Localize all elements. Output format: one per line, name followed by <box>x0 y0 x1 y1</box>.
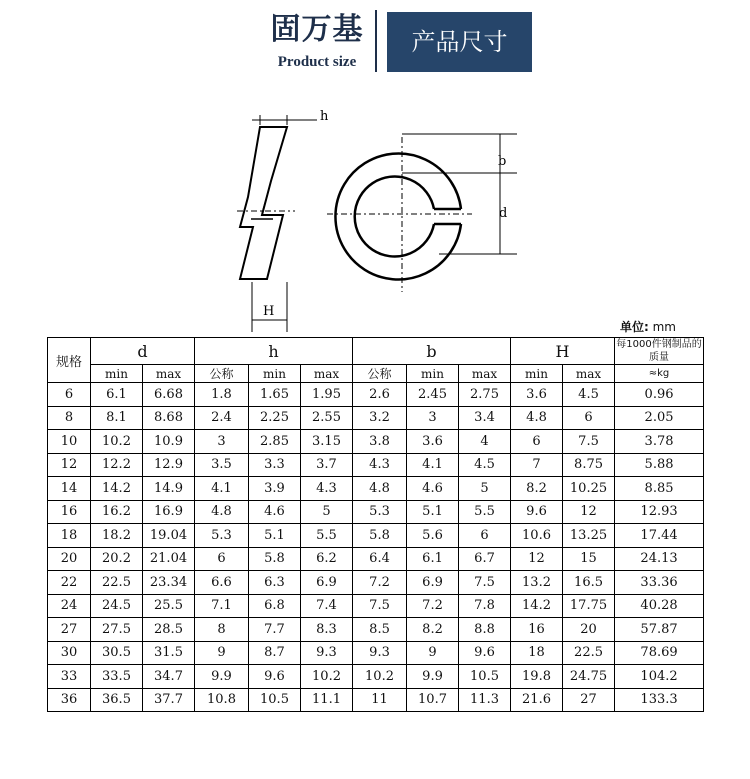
table-row <box>48 641 704 665</box>
table-cell: 3.7 <box>301 453 353 477</box>
table-cell: 10.8 <box>195 688 249 712</box>
table-cell: 33.5 <box>91 665 143 689</box>
table-cell: 12 <box>563 500 615 524</box>
washer-drawing <box>47 107 703 336</box>
table-cell: 6.9 <box>407 571 459 595</box>
table-cell: 28.5 <box>143 618 195 642</box>
table-cell: 4 <box>459 430 511 454</box>
table-cell: 5.8 <box>353 524 407 548</box>
table-cell: 2.25 <box>249 406 301 430</box>
subheader-b-nominal: 公称 <box>353 365 407 383</box>
table-cell: 21.04 <box>143 547 195 571</box>
spec-table <box>47 337 704 712</box>
table-cell: 7.5 <box>563 430 615 454</box>
table-cell: 18 <box>511 641 563 665</box>
table-cell: 5 <box>459 477 511 501</box>
table-cell: 8.85 <box>615 477 704 501</box>
table-cell: 8 <box>48 406 91 430</box>
table-cell: 7.2 <box>353 571 407 595</box>
table-cell: 12.9 <box>143 453 195 477</box>
table-cell: 7.5 <box>459 571 511 595</box>
table-cell: 18 <box>48 524 91 548</box>
table-cell: 16.2 <box>91 500 143 524</box>
header-divider <box>375 10 377 72</box>
washer-side-view <box>240 127 287 279</box>
table-cell: 6.68 <box>143 383 195 407</box>
table-cell: 22.5 <box>563 641 615 665</box>
table-cell: 15 <box>563 547 615 571</box>
header-spec: 规格 <box>48 338 91 383</box>
table-cell: 6.9 <box>301 571 353 595</box>
subheader-b-min: min <box>407 365 459 383</box>
table-cell: 1.95 <box>301 383 353 407</box>
table-cell: 17.44 <box>615 524 704 548</box>
table-row <box>48 500 704 524</box>
table-cell: 9.3 <box>301 641 353 665</box>
subheader-H-min: min <box>511 365 563 383</box>
table-cell: 10.7 <box>407 688 459 712</box>
table-cell: 36.5 <box>91 688 143 712</box>
table-cell: 3.2 <box>353 406 407 430</box>
table-cell: 11 <box>353 688 407 712</box>
table-cell: 2.85 <box>249 430 301 454</box>
table-cell: 4.5 <box>563 383 615 407</box>
table-cell: 7.1 <box>195 594 249 618</box>
table-cell: 5.1 <box>407 500 459 524</box>
subheader-b-max: max <box>459 365 511 383</box>
table-cell: 5.5 <box>459 500 511 524</box>
table-cell: 27.5 <box>91 618 143 642</box>
table-row <box>48 477 704 501</box>
table-cell: 12.93 <box>615 500 704 524</box>
table-cell: 3.15 <box>301 430 353 454</box>
table-cell: 16 <box>48 500 91 524</box>
table-cell: 9.9 <box>195 665 249 689</box>
table-cell: 7.5 <box>353 594 407 618</box>
dim-label-d: d <box>499 206 508 221</box>
table-cell: 104.2 <box>615 665 704 689</box>
table-cell: 12 <box>511 547 563 571</box>
header-group-d: d <box>91 338 195 365</box>
table-row <box>48 383 704 407</box>
table-row <box>48 430 704 454</box>
table-cell: 7.7 <box>249 618 301 642</box>
table-cell: 4.8 <box>353 477 407 501</box>
table-cell: 10.6 <box>511 524 563 548</box>
table-cell: 4.3 <box>301 477 353 501</box>
table-cell: 10.25 <box>563 477 615 501</box>
table-cell: 6 <box>48 383 91 407</box>
table-cell: 8.7 <box>249 641 301 665</box>
subheader-h-nominal: 公称 <box>195 365 249 383</box>
table-cell: 2.55 <box>301 406 353 430</box>
washer-top-view <box>335 154 461 280</box>
table-cell: 16.9 <box>143 500 195 524</box>
table-cell: 6.3 <box>249 571 301 595</box>
page-title: 产品尺寸 <box>387 12 532 72</box>
table-row <box>48 618 704 642</box>
table-cell: 37.7 <box>143 688 195 712</box>
dim-label-h: h <box>320 109 329 124</box>
subheader-mass-unit: ≈kg <box>615 365 704 383</box>
table-cell: 3.8 <box>353 430 407 454</box>
table-cell: 3.9 <box>249 477 301 501</box>
table-cell: 8.75 <box>563 453 615 477</box>
table-cell: 2.6 <box>353 383 407 407</box>
table-cell: 1.8 <box>195 383 249 407</box>
table-row <box>48 524 704 548</box>
subheader-d-max: max <box>143 365 195 383</box>
table-cell: 21.6 <box>511 688 563 712</box>
table-cell: 2.75 <box>459 383 511 407</box>
table-cell: 14 <box>48 477 91 501</box>
table-cell: 33 <box>48 665 91 689</box>
dim-label-b: b <box>498 154 507 169</box>
table-cell: 8.1 <box>91 406 143 430</box>
table-cell: 9.6 <box>511 500 563 524</box>
table-cell: 3.6 <box>407 430 459 454</box>
subheader-h-max: max <box>301 365 353 383</box>
subheader-h-min: min <box>249 365 301 383</box>
table-cell: 24.5 <box>91 594 143 618</box>
table-cell: 4.1 <box>407 453 459 477</box>
header-group-h: h <box>195 338 353 365</box>
table-cell: 13.2 <box>511 571 563 595</box>
table-cell: 13.25 <box>563 524 615 548</box>
table-cell: 7.4 <box>301 594 353 618</box>
subheader-H-max: max <box>563 365 615 383</box>
table-cell: 24.75 <box>563 665 615 689</box>
table-cell: 10.2 <box>91 430 143 454</box>
table-cell: 6.1 <box>407 547 459 571</box>
table-cell: 4.5 <box>459 453 511 477</box>
table-cell: 5.5 <box>301 524 353 548</box>
table-cell: 9 <box>407 641 459 665</box>
subheader-d-min: min <box>91 365 143 383</box>
table-cell: 4.6 <box>249 500 301 524</box>
table-cell: 4.1 <box>195 477 249 501</box>
unit-value: mm <box>652 320 676 334</box>
table-cell: 10.5 <box>249 688 301 712</box>
table-cell: 5 <box>301 500 353 524</box>
header-group-H: H <box>511 338 615 365</box>
table-cell: 6.6 <box>195 571 249 595</box>
table-cell: 2.4 <box>195 406 249 430</box>
unit-label: 单位: <box>619 320 649 334</box>
table-cell: 9.9 <box>407 665 459 689</box>
dim-label-H: H <box>263 304 275 319</box>
table-cell: 8.5 <box>353 618 407 642</box>
table-cell: 19.04 <box>143 524 195 548</box>
table-cell: 22 <box>48 571 91 595</box>
table-cell: 19.8 <box>511 665 563 689</box>
table-cell: 11.3 <box>459 688 511 712</box>
table-row <box>48 453 704 477</box>
table-cell: 24.13 <box>615 547 704 571</box>
table-cell: 12.2 <box>91 453 143 477</box>
table-cell: 5.3 <box>353 500 407 524</box>
table-cell: 1.65 <box>249 383 301 407</box>
table-cell: 40.28 <box>615 594 704 618</box>
table-cell: 36 <box>48 688 91 712</box>
table-cell: 12 <box>48 453 91 477</box>
table-cell: 7.2 <box>407 594 459 618</box>
table-cell: 9.6 <box>249 665 301 689</box>
table-cell: 8 <box>195 618 249 642</box>
table-cell: 10.5 <box>459 665 511 689</box>
table-cell: 8.68 <box>143 406 195 430</box>
table-cell: 4.8 <box>511 406 563 430</box>
table-cell: 20 <box>563 618 615 642</box>
table-cell: 23.34 <box>143 571 195 595</box>
table-cell: 6 <box>563 406 615 430</box>
table-cell: 3.5 <box>195 453 249 477</box>
table-cell: 14.9 <box>143 477 195 501</box>
table-cell: 6.4 <box>353 547 407 571</box>
table-cell: 31.5 <box>143 641 195 665</box>
table-cell: 3.3 <box>249 453 301 477</box>
table-cell: 4.3 <box>353 453 407 477</box>
table-cell: 27 <box>48 618 91 642</box>
table-cell: 4.6 <box>407 477 459 501</box>
table-cell: 9.3 <box>353 641 407 665</box>
brand-block <box>262 10 372 72</box>
table-cell: 25.5 <box>143 594 195 618</box>
table-row <box>48 594 704 618</box>
table-cell: 14.2 <box>511 594 563 618</box>
brand-name-cn: 固万基 <box>270 12 364 47</box>
table-cell: 27 <box>563 688 615 712</box>
table-cell: 8.8 <box>459 618 511 642</box>
brand-subtitle: Product size <box>277 54 357 70</box>
table-cell: 8.3 <box>301 618 353 642</box>
table-header-row <box>48 338 704 365</box>
table-cell: 4.8 <box>195 500 249 524</box>
table-cell: 3 <box>195 430 249 454</box>
table-cell: 30 <box>48 641 91 665</box>
table-cell: 30.5 <box>91 641 143 665</box>
table-cell: 3.4 <box>459 406 511 430</box>
table-cell: 57.87 <box>615 618 704 642</box>
table-cell: 8.2 <box>511 477 563 501</box>
table-cell: 133.3 <box>615 688 704 712</box>
table-cell: 14.2 <box>91 477 143 501</box>
header-group-b: b <box>353 338 511 365</box>
table-cell: 5.3 <box>195 524 249 548</box>
table-cell: 20 <box>48 547 91 571</box>
table-subheader-row <box>48 365 704 383</box>
table-cell: 16.5 <box>563 571 615 595</box>
table-cell: 3 <box>407 406 459 430</box>
table-cell: 5.1 <box>249 524 301 548</box>
table-cell: 2.45 <box>407 383 459 407</box>
table-cell: 6.7 <box>459 547 511 571</box>
table-cell: 17.75 <box>563 594 615 618</box>
table-row <box>48 688 704 712</box>
table-cell: 9.6 <box>459 641 511 665</box>
table-cell: 5.88 <box>615 453 704 477</box>
table-cell: 5.6 <box>407 524 459 548</box>
table-cell: 6.8 <box>249 594 301 618</box>
table-cell: 6 <box>195 547 249 571</box>
table-cell: 10.9 <box>143 430 195 454</box>
table-cell: 2.05 <box>615 406 704 430</box>
table-cell: 7.8 <box>459 594 511 618</box>
table-cell: 33.36 <box>615 571 704 595</box>
table-cell: 20.2 <box>91 547 143 571</box>
table-cell: 34.7 <box>143 665 195 689</box>
table-cell: 6 <box>511 430 563 454</box>
table-cell: 3.78 <box>615 430 704 454</box>
table-cell: 8.2 <box>407 618 459 642</box>
table-cell: 10 <box>48 430 91 454</box>
table-cell: 7 <box>511 453 563 477</box>
table-row <box>48 665 704 689</box>
table-cell: 3.6 <box>511 383 563 407</box>
table-row <box>48 547 704 571</box>
table-cell: 5.8 <box>249 547 301 571</box>
table-row <box>48 571 704 595</box>
table-cell: 6.1 <box>91 383 143 407</box>
table-cell: 0.96 <box>615 383 704 407</box>
table-cell: 78.69 <box>615 641 704 665</box>
table-cell: 16 <box>511 618 563 642</box>
table-cell: 11.1 <box>301 688 353 712</box>
header-mass: 每1000件钢制品的质量 <box>616 339 702 363</box>
table-cell: 22.5 <box>91 571 143 595</box>
table-cell: 9 <box>195 641 249 665</box>
unit-note <box>620 318 676 335</box>
table-cell: 10.2 <box>353 665 407 689</box>
table-row <box>48 406 704 430</box>
table-cell: 6.2 <box>301 547 353 571</box>
table-cell: 6 <box>459 524 511 548</box>
table-cell: 10.2 <box>301 665 353 689</box>
table-cell: 18.2 <box>91 524 143 548</box>
table-cell: 24 <box>48 594 91 618</box>
